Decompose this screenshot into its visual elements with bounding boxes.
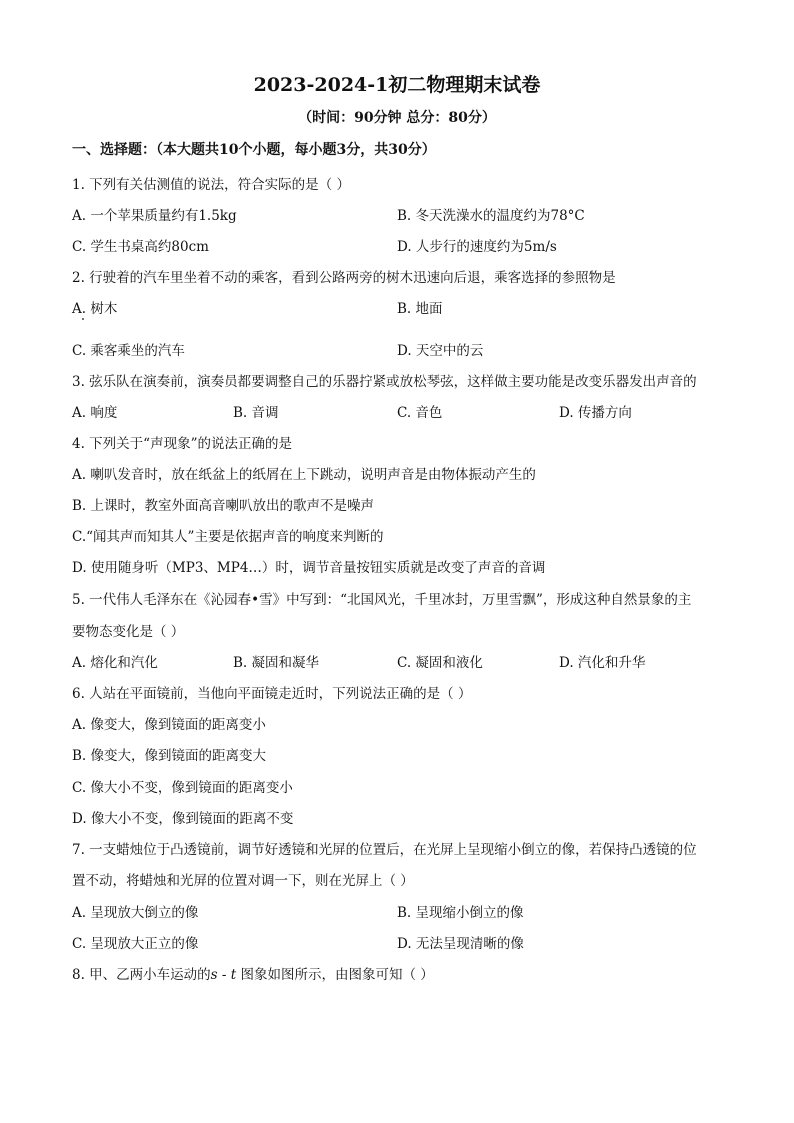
question-4-stem: 4. 下列关于“声现象”的说法正确的是 bbox=[72, 436, 292, 452]
question-4-option-a: A. 喇叭发音时，放在纸盆上的纸屑在上下跳动，说明声音是由物体振动产生的 bbox=[72, 467, 536, 483]
question-1-option-b: B. 冬天洗澡水的温度约为78°C bbox=[397, 208, 585, 224]
question-7-stem-line-2: 置不动，将蜡烛和光屏的位置对调一下，则在光屏上（ ） bbox=[72, 873, 414, 889]
section-heading-choice: 一、选择题：（本大题共10个小题，每小题3分，共30分） bbox=[72, 142, 436, 158]
question-1-option-a: A. 一个苹果质量约有1.5kg bbox=[72, 208, 237, 224]
question-4-option-d: D. 使用随身听（MP3、MP4…）时，调节音量按钮实质就是改变了声音的音调 bbox=[72, 560, 546, 576]
question-8-stem-text-2: 图象如图所示，由图象可知（ ） bbox=[236, 967, 434, 983]
question-3-option-b: B. 音调 bbox=[233, 405, 279, 421]
exam-title: 2023-2024-1初二物理期末试卷 bbox=[253, 74, 541, 96]
question-5-option-d: D. 汽化和升华 bbox=[559, 655, 646, 671]
question-7-stem-line-1: 7. 一支蜡烛位于凸透镜前，调节好透镜和光屏的位置后，在光屏上呈现缩小倒立的像，若保持凸透镜的位 bbox=[72, 842, 697, 858]
exam-time-score: （时间：90分钟 总分：80分） bbox=[298, 110, 496, 126]
question-5-stem-line-1: 5. 一代伟人毛泽东在《沁园春•雪》中写到：“北国风光，千里冰封，万里雪飘”，形成这种自然景象的主 bbox=[72, 592, 692, 608]
question-8-stem-text-1: 8. 甲、乙两小车运动的 bbox=[72, 967, 211, 983]
question-7-option-d: D. 无法呈现清晰的像 bbox=[397, 936, 524, 952]
question-4-option-b: B. 上课时，教室外面高音喇叭放出的歌声不是噪声 bbox=[72, 498, 375, 514]
question-8-variable-s: s bbox=[210, 967, 218, 983]
question-2-option-c: C. 乘客乘坐的汽车 bbox=[72, 343, 185, 359]
question-1-option-d: D. 人步行的速度约为5m/s bbox=[397, 239, 557, 255]
question-6-option-d: D. 像大小不变，像到镜面的距离不变 bbox=[72, 811, 294, 827]
question-3-stem: 3. 弦乐队在演奏前，演奏员都要调整自己的乐器拧紧或放松琴弦，这样做主要功能是改变乐器发出声音的 bbox=[72, 374, 697, 390]
question-3-option-d: D. 传播方向 bbox=[559, 405, 632, 421]
stray-dot-mark bbox=[82, 318, 84, 320]
question-2-option-d: D. 天空中的云 bbox=[397, 343, 484, 359]
question-5-option-b: B. 凝固和凝华 bbox=[233, 655, 320, 671]
question-8-dash: - bbox=[217, 967, 231, 983]
question-8-stem bbox=[72, 963, 434, 983]
question-2-option-b: B. 地面 bbox=[397, 301, 443, 317]
question-7-option-a: A. 呈现放大倒立的像 bbox=[72, 905, 199, 921]
question-3-option-c: C. 音色 bbox=[397, 405, 443, 421]
question-2-stem: 2. 行驶着的汽车里坐着不动的乘客，看到公路两旁的树木迅速向后退，乘客选择的参照物是 bbox=[72, 270, 616, 286]
question-6-stem: 6. 人站在平面镜前，当他向平面镜走近时，下列说法正确的是（ ） bbox=[72, 686, 472, 702]
question-6-option-c: C. 像大小不变，像到镜面的距离变小 bbox=[72, 780, 293, 796]
question-4-option-c: C.“闻其声而知其人”主要是依据声音的响度来判断的 bbox=[72, 529, 384, 545]
question-8-variable-t: t bbox=[230, 967, 237, 983]
question-1-option-c: C. 学生书桌高约80cm bbox=[72, 239, 209, 255]
question-5-stem-line-2: 要物态变化是（ ） bbox=[72, 624, 185, 640]
question-6-option-b: B. 像变大，像到镜面的距离变大 bbox=[72, 748, 267, 764]
question-7-option-c: C. 呈现放大正立的像 bbox=[72, 936, 199, 952]
question-6-option-a: A. 像变大，像到镜面的距离变小 bbox=[72, 717, 266, 733]
question-2-option-a: A. 树木 bbox=[72, 301, 118, 317]
question-3-option-a: A. 响度 bbox=[72, 405, 118, 421]
question-1-stem: 1. 下列有关估测值的说法，符合实际的是（ ） bbox=[72, 177, 350, 193]
question-7-option-b: B. 呈现缩小倒立的像 bbox=[397, 905, 524, 921]
question-5-option-a: A. 熔化和汽化 bbox=[72, 655, 158, 671]
question-5-option-c: C. 凝固和液化 bbox=[397, 655, 483, 671]
